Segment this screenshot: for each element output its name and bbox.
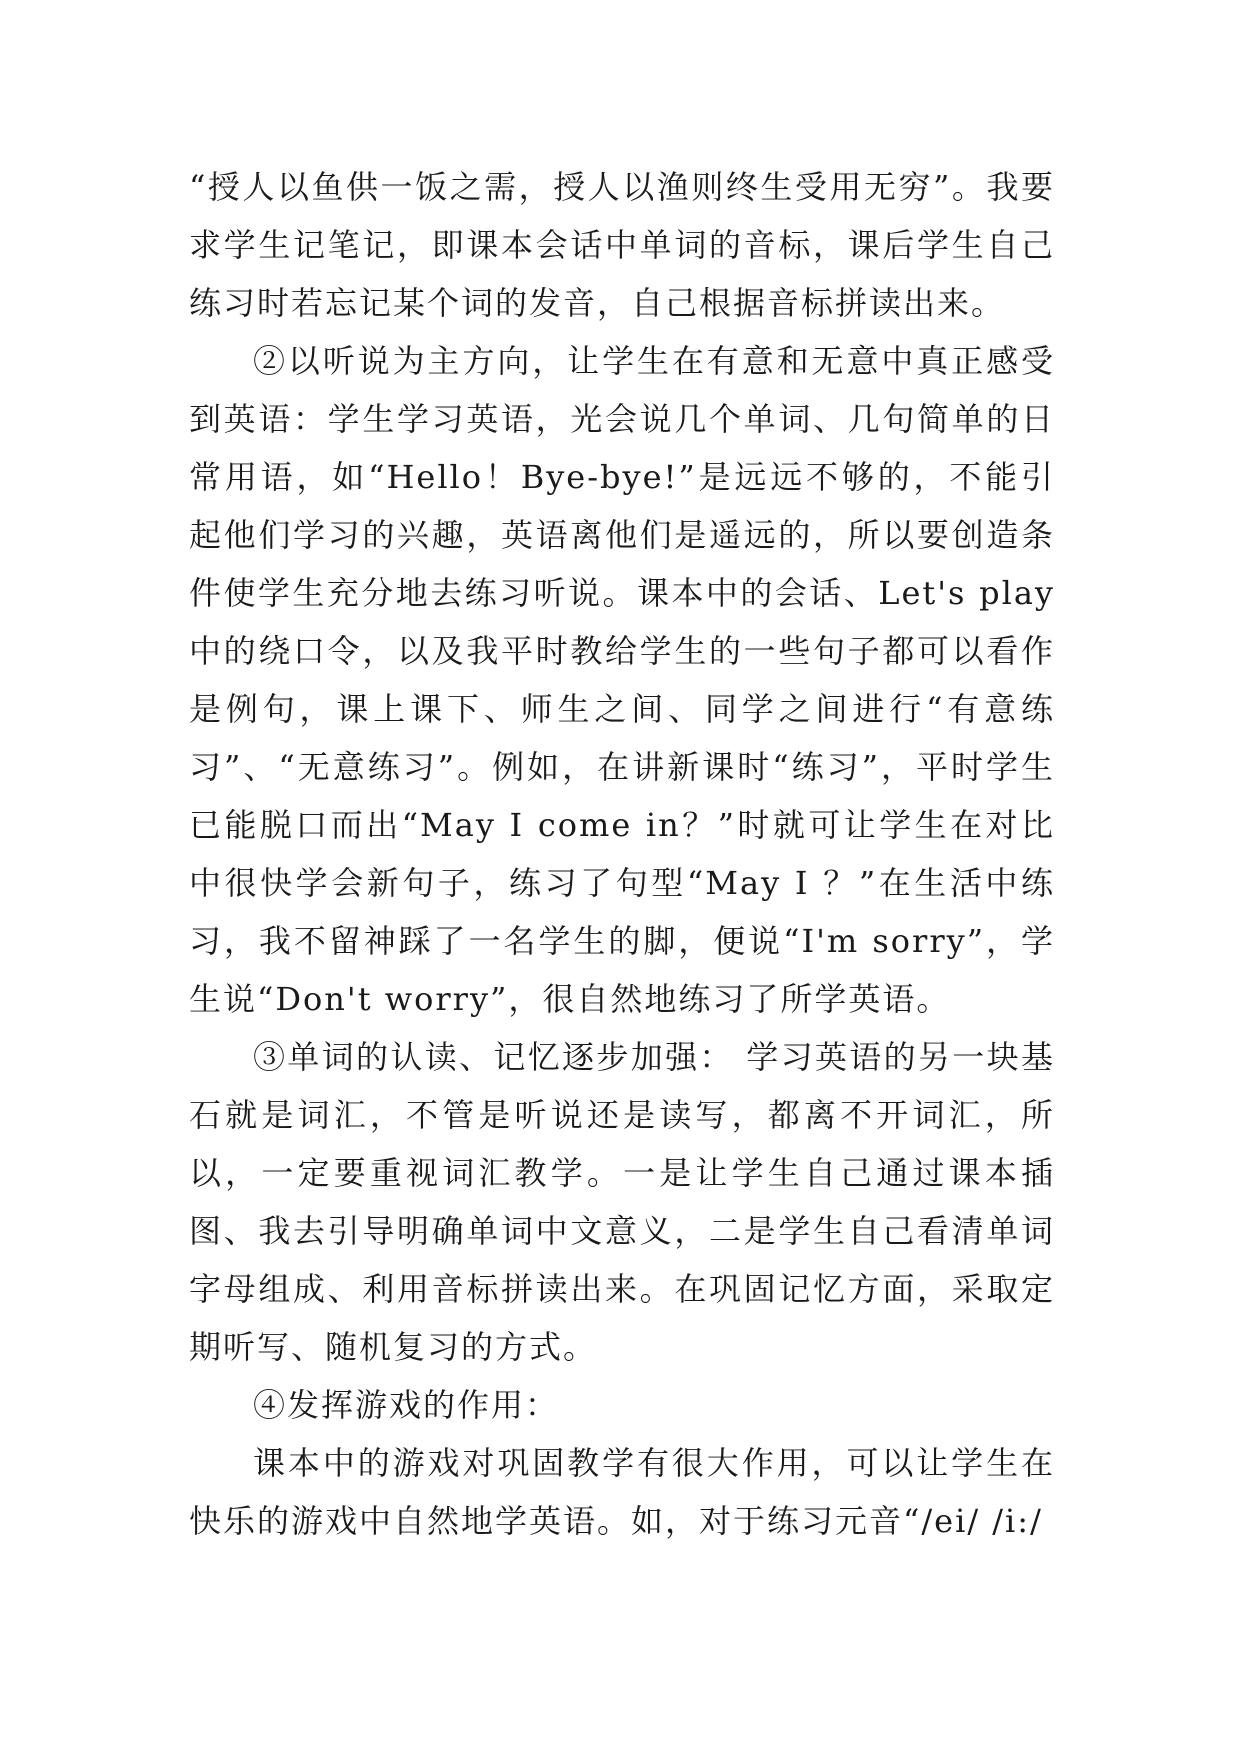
paragraph-games: 课本中的游戏对巩固教学有很大作用，可以让学生在快乐的游戏中自然地学英语。如，对于练习元音“/ei/ /i:/ xyxy=(189,1444,1055,1540)
paragraph-games-heading: ④发挥游戏的作用： xyxy=(253,1386,560,1424)
paragraph-continuation: “授人以鱼供一饭之需，授人以渔则终生受用无穷”。我要求学生记笔记，即课本会话中单词的音标，课后学生自己练习时若忘记某个词的发音，自己根据音标拼读出来。 xyxy=(189,168,1055,322)
paragraph-vocabulary: ③单词的认读、记忆逐步加强： 学习英语的另一块基石就是词汇，不管是听说还是读写，都离不开词汇，所以，一定要重视词汇教学。一是让学生自己通过课本插图、我去引导明确单词中文意义，二是学生自己看清单词字母组成、利用音标拼读出来。在巩固记忆方面，采取定期听写、随机复习的方式。 xyxy=(189,1038,1055,1366)
document-body xyxy=(189,158,1055,1550)
paragraph-listening-speaking: ②以听说为主方向，让学生在有意和无意中真正感受到英语：学生学习英语，光会说几个单词、几句简单的日常用语，如“Hello！Bye-bye!”是远远不够的，不能引起他们学习的兴趣，英语离他们是遥远的，所以要创造条件使学生充分地去练习听说。课本中的会话、Let's play 中的绕口令，以及我平时教给学生的一些句子都可以看作是例句，课上课下、师生之间、同学之间进行“有意练习”、“无意练习”。例如，在讲新课时“练习”，平时学生已能脱口而出“May I come in？”时就可让学生在对比中很快学会新句子，练习了句型“May I ？”在生活中练习，我不留神踩了一名学生的脚，便说“I'm sorry”，学生说“Don't worry”，很自然地练习了所学英语。 xyxy=(189,342,1055,1018)
